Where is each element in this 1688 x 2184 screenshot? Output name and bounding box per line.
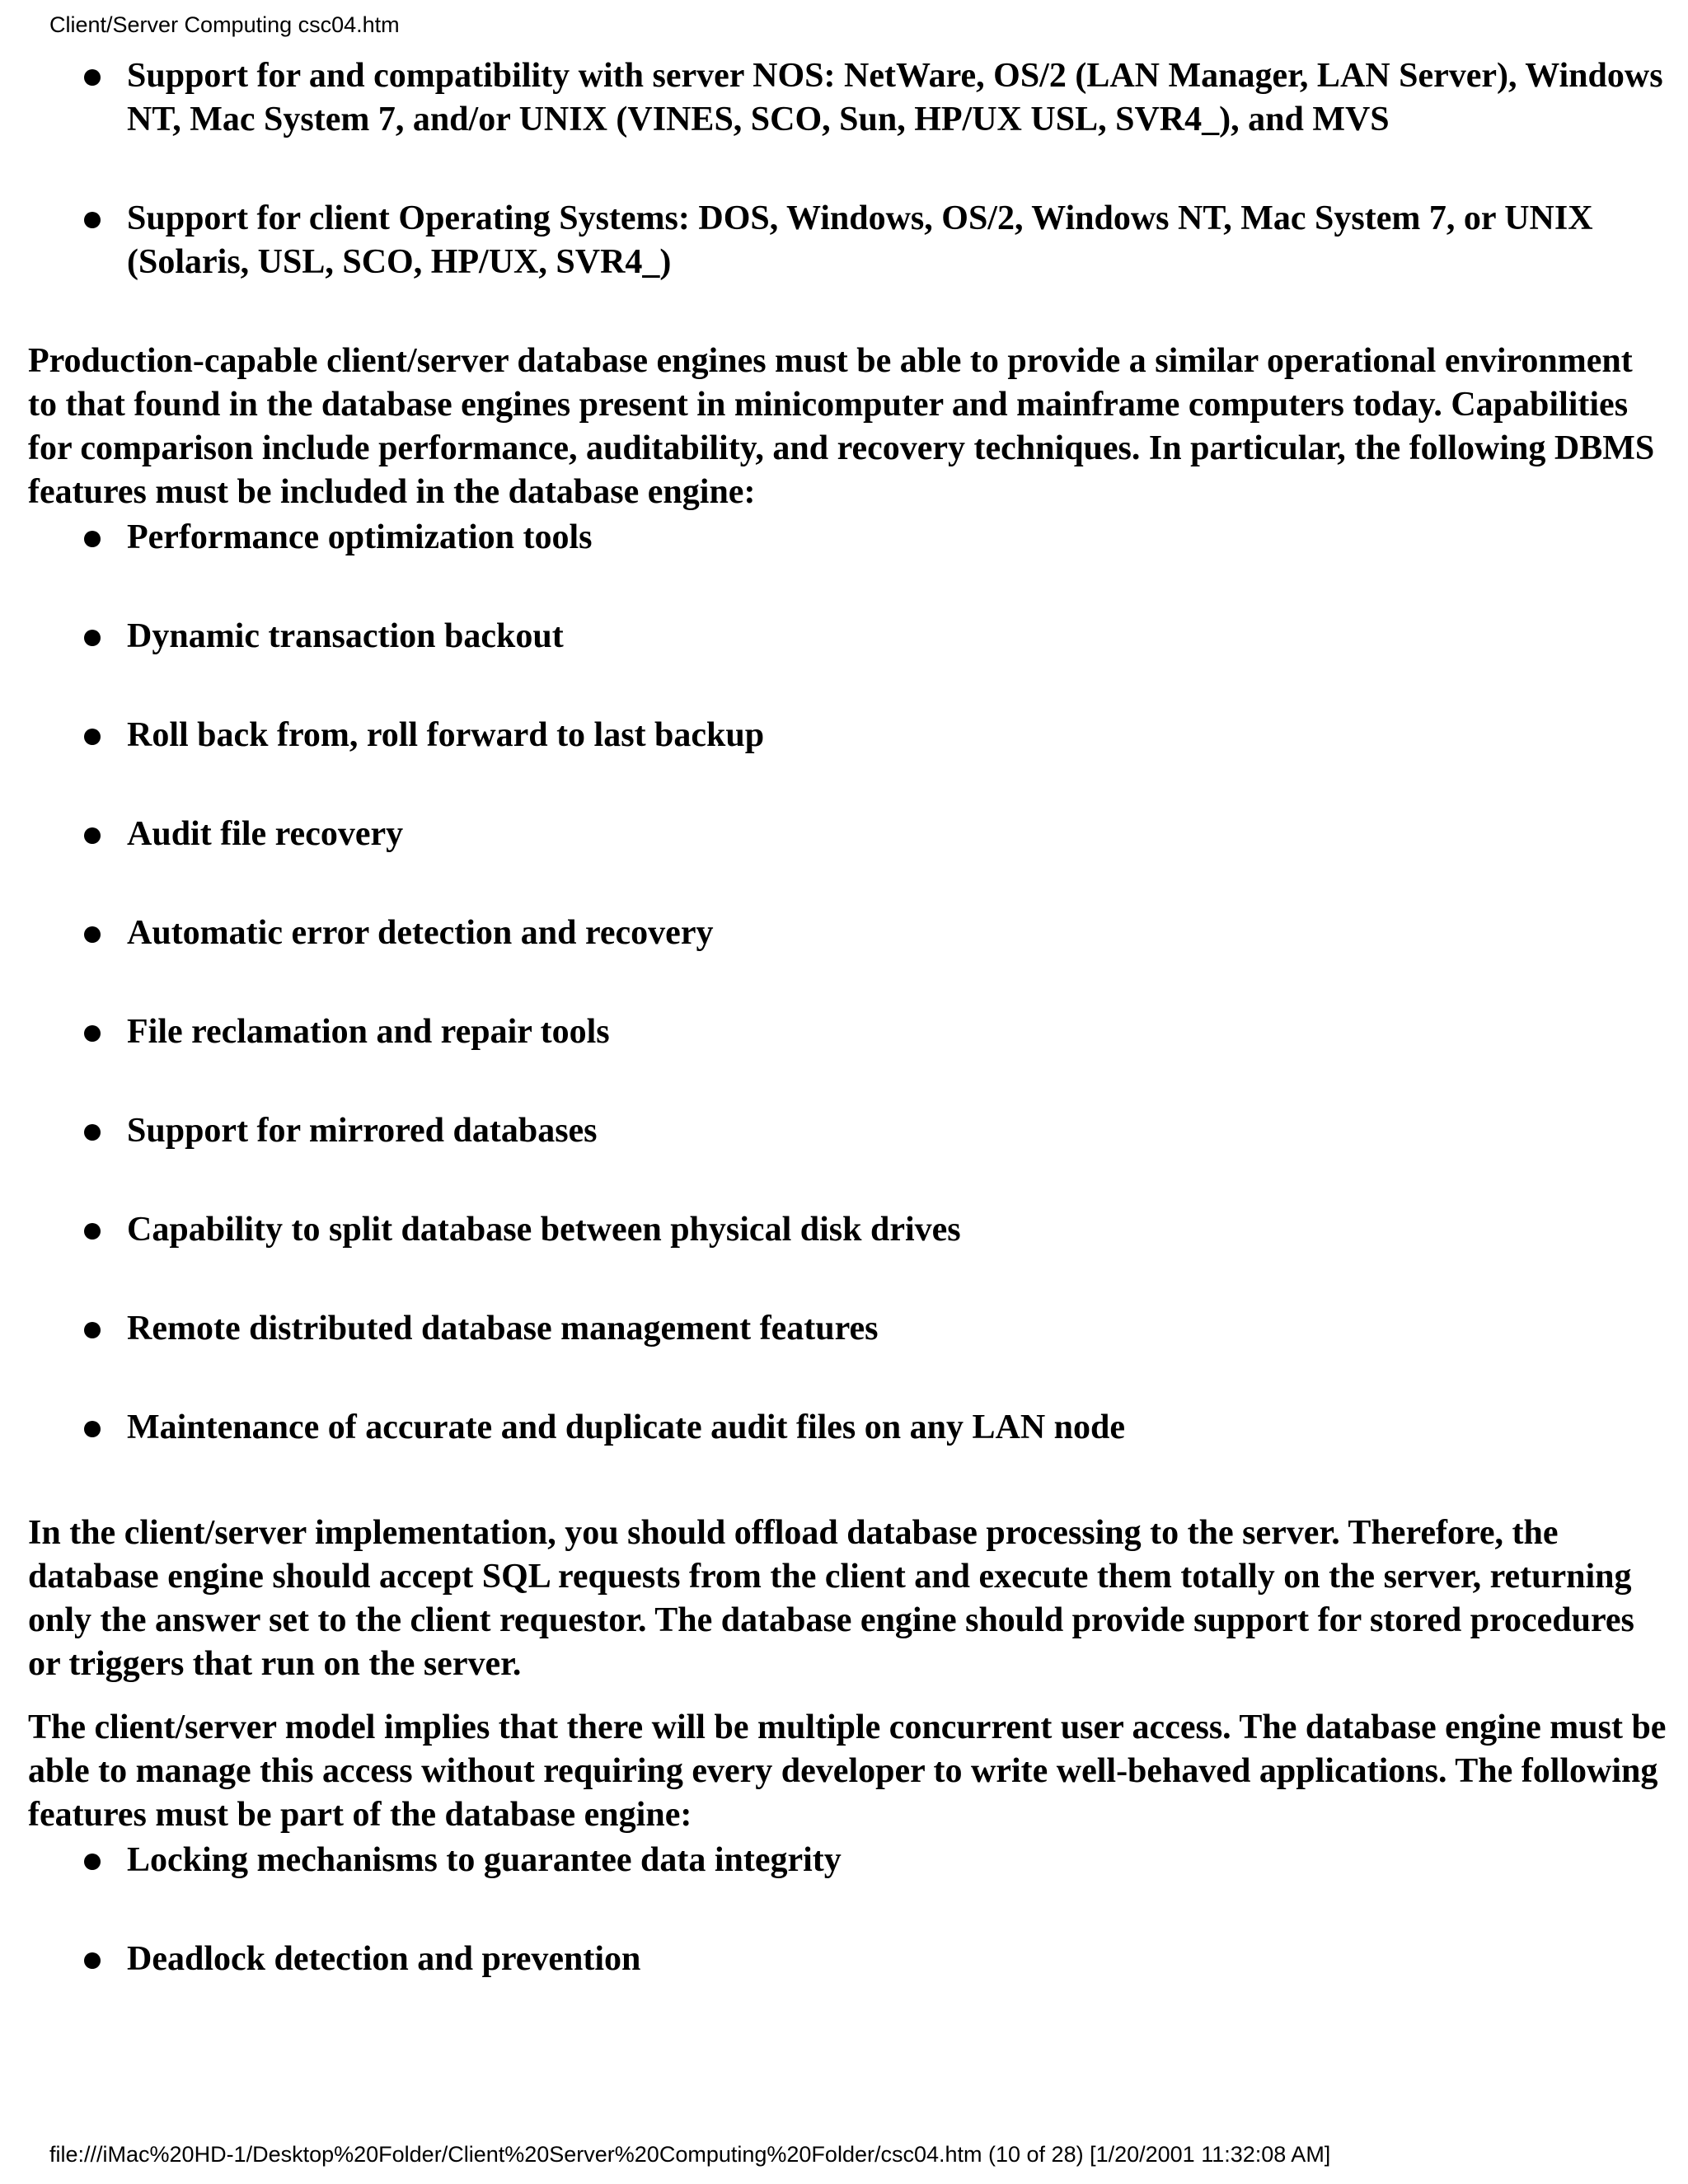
list-item xyxy=(28,516,1668,560)
list-item-text: Dynamic transaction backout xyxy=(127,617,564,655)
list-item xyxy=(28,54,1668,142)
list-item-text: Support for mirrored databases xyxy=(127,1112,598,1150)
bullet-icon xyxy=(84,827,101,844)
bullet-icon xyxy=(84,69,101,86)
list-item xyxy=(28,1109,1668,1153)
bullet-icon xyxy=(84,1421,101,1437)
page-header: Client/Server Computing csc04.htm xyxy=(49,12,400,37)
bullet-icon xyxy=(84,1322,101,1338)
list-item xyxy=(28,1010,1668,1054)
list-item xyxy=(28,912,1668,955)
list-item xyxy=(28,1208,1668,1252)
paragraph: Production-capable client/server database engines must be able to provide a similar operational environment to that found in the database engines present in minicomputer and mainframe computers today. Capabilities for comparison include performance, auditability, and recovery techniques. In particular, the following DBMS features must be included in the database engine: xyxy=(28,342,1655,511)
list-item-text: Automatic error detection and recovery xyxy=(127,914,714,952)
bullet-icon xyxy=(84,926,101,943)
list-item-text: Maintenance of accurate and duplicate audit files on any LAN node xyxy=(127,1408,1126,1446)
bullet-icon xyxy=(84,531,101,547)
dbms-features-list xyxy=(28,516,1668,1450)
bullet-icon xyxy=(84,1124,101,1141)
list-item-text: Deadlock detection and prevention xyxy=(127,1940,641,1978)
list-item xyxy=(28,197,1668,284)
bullet-icon xyxy=(84,1025,101,1042)
list-item xyxy=(28,1938,1668,1981)
paragraph: The client/server model implies that there will be multiple concurrent user access. The database engine must be able to manage this access without requiring every developer to write well-behaved applications. The following features must be part of the database engine: xyxy=(28,1708,1667,1834)
list-item xyxy=(28,615,1668,658)
list-item-text: Support for and compatibility with server NOS: NetWare, OS/2 (LAN Manager, LAN Server), Windows NT, Mac System 7, and/or UNIX (VINES, SCO, Sun, HP/UX USL, SVR4_), and MVS xyxy=(127,57,1663,138)
list-item xyxy=(28,714,1668,757)
list-item xyxy=(28,1406,1668,1450)
list-item-text: Support for client Operating Systems: DOS, Windows, OS/2, Windows NT, Mac System 7, or UNIX (Solaris, USL, SCO, HP/UX, SVR4_) xyxy=(127,199,1593,281)
bullet-icon xyxy=(84,212,101,228)
list-item-text: Remote distributed database management features xyxy=(127,1310,879,1347)
paragraph: In the client/server implementation, you should offload database processing to the server. Therefore, the database engine should accept SQL requests from the client and execute them totally on the server, returning only the answer set to the client requestor. The database engine should provide support for stored procedures or triggers that run on the server. xyxy=(28,1514,1634,1683)
document-body xyxy=(28,54,1668,2036)
list-item-text: Locking mechanisms to guarantee data integrity xyxy=(127,1841,842,1879)
engine-features-list xyxy=(28,1839,1668,1981)
page-footer-url: file:///iMac%20HD-1/Desktop%20Folder/Client%20Server%20Computing%20Folder/csc04.htm (10 of 28) [1/20/2001 11:32:08 AM] xyxy=(49,2142,1331,2167)
list-item xyxy=(28,1307,1668,1351)
list-item-text: Performance optimization tools xyxy=(127,518,593,556)
bullet-icon xyxy=(84,630,101,646)
bullet-icon xyxy=(84,1952,101,1969)
bullet-icon xyxy=(84,1854,101,1870)
list-item-text: File reclamation and repair tools xyxy=(127,1013,610,1051)
bullet-icon xyxy=(84,729,101,745)
list-item xyxy=(28,1839,1668,1882)
os-support-list xyxy=(28,54,1668,284)
list-item-text: Audit file recovery xyxy=(127,815,404,853)
bullet-icon xyxy=(84,1223,101,1240)
list-item-text: Roll back from, roll forward to last backup xyxy=(127,716,765,754)
list-item-text: Capability to split database between physical disk drives xyxy=(127,1211,961,1249)
list-item xyxy=(28,813,1668,856)
